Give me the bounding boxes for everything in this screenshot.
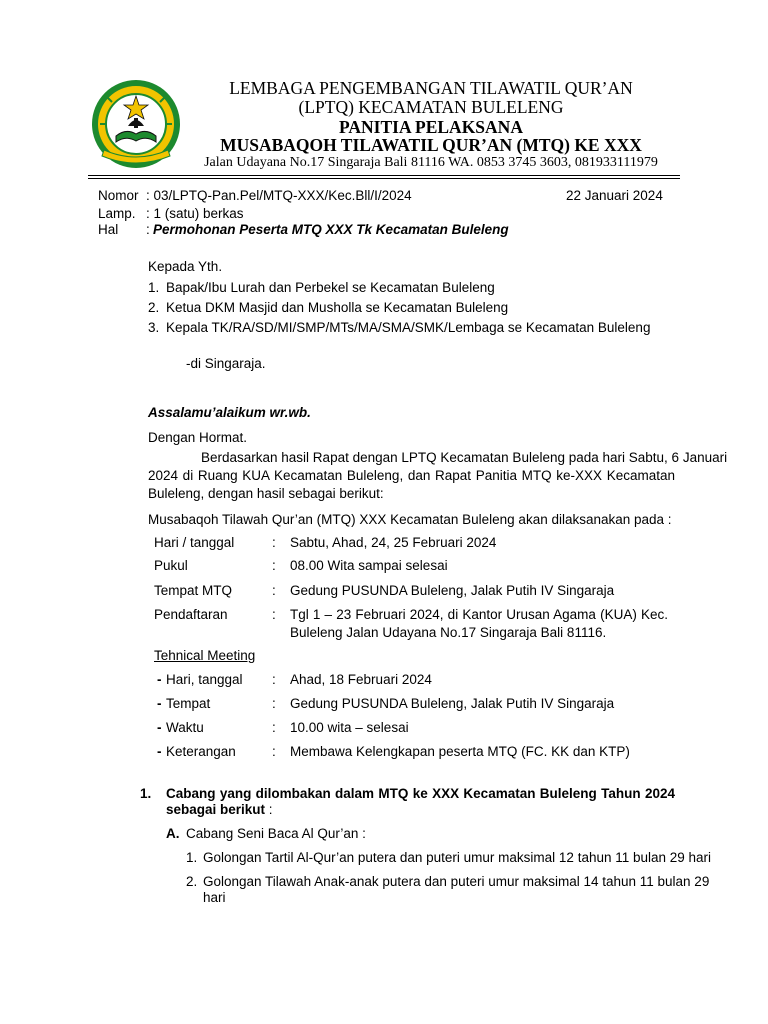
golongan-2-num: 2. (186, 874, 198, 889)
tm-tempat-colon: : (272, 696, 276, 711)
section-1-title-line2-text: sebagai berikut (166, 802, 266, 817)
schedule-pendaftaran-label: Pendaftaran (154, 607, 228, 622)
tm-keterangan-colon: : (272, 744, 276, 759)
tm-hari-colon: : (272, 672, 276, 687)
tm-keterangan-value: Membawa Kelengkapan peserta MTQ (FC. KK dan KTP) (290, 744, 630, 759)
subsection-a-letter: A. (166, 826, 180, 841)
tm-dash: - (157, 672, 162, 687)
salam: Assalamu’alaikum wr.wb. (148, 405, 311, 420)
recipient-2-num: 2. (148, 300, 160, 315)
tm-waktu-value: 10.00 wita – selesai (290, 720, 409, 735)
schedule-tempat-value: Gedung PUSUNDA Buleleng, Jalak Putih IV Singaraja (290, 583, 615, 598)
schedule-pukul-label: Pukul (154, 558, 188, 573)
schedule-hari-value: Sabtu, Ahad, 24, 25 Februari 2024 (290, 535, 497, 550)
section-1-number: 1. (140, 786, 152, 801)
paragraph-1-line1: Berdasarkan hasil Rapat dengan LPTQ Kecamatan Buleleng pada hari Sabtu, 6 Januari (201, 450, 728, 465)
schedule-tempat-label: Tempat MTQ (154, 583, 233, 598)
letterhead-line3: PANITIA PELAKSANA (339, 117, 523, 137)
recipient-2-text: Ketua DKM Masjid dan Musholla se Kecamatan Buleleng (166, 300, 509, 315)
mtq-intro: Musabaqoh Tilawah Qur’an (MTQ) XXX Kecamatan Buleleng akan dilaksanakan pada : (148, 512, 672, 527)
recipient-3-text: Kepala TK/RA/SD/MI/SMP/MTs/MA/SMA/SMK/Lembaga se Kecamatan Buleleng (166, 320, 651, 335)
dengan-hormat: Dengan Hormat. (148, 430, 248, 445)
section-1-title-colon: : (265, 802, 273, 817)
letterhead-address: Jalan Udayana No.17 Singaraja Bali 81116 WA. 0853 3745 3603, 081933111979 (204, 155, 658, 170)
paragraph-1-rest: 2024 di Ruang KUA Kecamatan Buleleng, dan Rapat Panitia MTQ ke-XXX Kecamatan Buleleng, dengan hasil sebagai berikut: (148, 468, 675, 501)
lptq-emblem-icon (90, 78, 182, 170)
letterhead-line1: LEMBAGA PENGEMBANGAN TILAWATIL QUR’AN (229, 78, 633, 98)
nomor-value: : 03/LPTQ-Pan.Pel/MTQ-XXX/Kec.Bll/I/2024 (146, 188, 412, 203)
letterhead-line4: MUSABAQOH TILAWATIL QUR’AN (MTQ) KE XXX (220, 135, 642, 155)
recipient-place: -di Singaraja. (186, 356, 266, 371)
tm-keterangan-label: Keterangan (166, 744, 236, 759)
golongan-1-text: Golongan Tartil Al-Qur’an putera dan puteri umur maksimal 12 tahun 11 bulan 29 hari (203, 850, 712, 865)
subsection-a-title: Cabang Seni Baca Al Qur’an : (186, 826, 366, 841)
kepada-yth: Kepada Yth. (148, 259, 223, 274)
hal-colon: : (146, 222, 150, 237)
tm-dash: - (157, 744, 162, 759)
lamp-label: Lamp. (98, 206, 136, 221)
golongan-1-num: 1. (186, 850, 198, 865)
hal-label: Hal (98, 222, 119, 237)
schedule-tempat-colon: : (272, 583, 276, 598)
schedule-pukul-colon: : (272, 558, 276, 573)
golongan-2-text-line2: hari (203, 890, 226, 905)
tm-tempat-value: Gedung PUSUNDA Buleleng, Jalak Putih IV Singaraja (290, 696, 615, 711)
schedule-hari-label: Hari / tanggal (154, 535, 235, 550)
technical-meeting-heading: Tehnical Meeting (154, 648, 256, 663)
letterhead-divider (88, 175, 680, 179)
tm-hari-label: Hari, tanggal (166, 672, 243, 687)
tm-hari-value: Ahad, 18 Februari 2024 (290, 672, 432, 687)
lamp-value: : 1 (satu) berkas (146, 206, 244, 221)
schedule-pukul-value: 08.00 Wita sampai selesai (290, 558, 448, 573)
recipient-1-num: 1. (148, 280, 160, 295)
tm-dash: - (157, 696, 162, 711)
lptq-logo (90, 78, 182, 170)
tm-waktu-colon: : (272, 720, 276, 735)
recipient-3-num: 3. (148, 320, 160, 335)
section-1-title-line1: Cabang yang dilombakan dalam MTQ ke XXX Kecamatan Buleleng Tahun 2024 (166, 786, 675, 801)
tm-waktu-label: Waktu (166, 720, 204, 735)
schedule-pendaftaran-value: Tgl 1 – 23 Februari 2024, di Kantor Urusan Agama (KUA) Kec. Buleleng Jalan Udayana No.17 Singaraja Bali 81116. (290, 607, 668, 640)
section-1-title-line2 (166, 801, 273, 819)
letter-date: 22 Januari 2024 (566, 188, 663, 203)
golongan-2-text: Golongan Tilawah Anak-anak putera dan puteri umur maksimal 14 tahun 11 bulan 29 (203, 874, 710, 889)
schedule-pendaftaran-colon: : (272, 607, 276, 622)
tm-tempat-label: Tempat (166, 696, 211, 711)
schedule-hari-colon: : (272, 535, 276, 550)
hal-value: Permohonan Peserta MTQ XXX Tk Kecamatan Buleleng (153, 222, 509, 237)
recipient-1-text: Bapak/Ibu Lurah dan Perbekel se Kecamatan Buleleng (166, 280, 495, 295)
tm-dash: - (157, 720, 162, 735)
nomor-label: Nomor (98, 188, 139, 203)
letterhead-line2: (LPTQ) KECAMATAN BULELENG (298, 97, 564, 117)
